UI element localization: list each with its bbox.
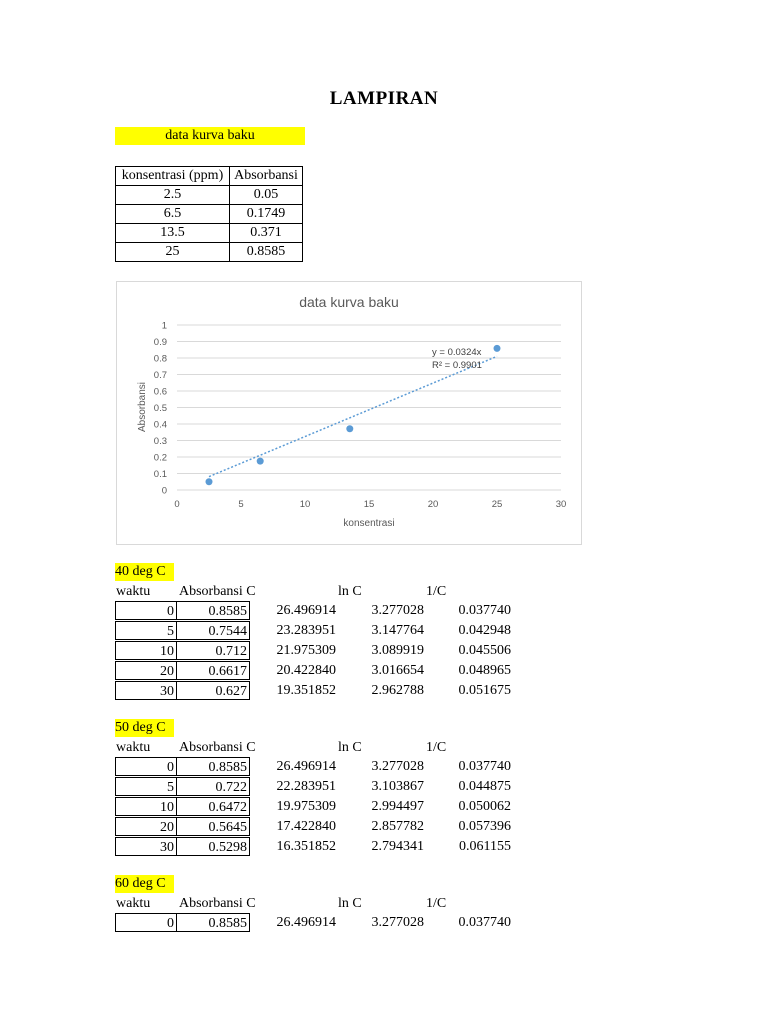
cell-inv-c: 0.050062 [458, 799, 511, 814]
column-header-absorbansi-text: Absorbansi [179, 896, 243, 911]
cell-waktu: 20 [115, 817, 177, 836]
cell-ln-c: 2.857782 [371, 819, 424, 834]
cell-absorbansi: 0.627 [176, 681, 250, 700]
cell-inv-c: 0.037740 [458, 915, 511, 930]
chart-point [494, 345, 501, 352]
cell-absorbansi: 0.722 [176, 777, 250, 796]
chart-y-tick-label: 0.6 [153, 386, 167, 398]
table-cell: 0.371 [230, 224, 303, 243]
cell-inv-c: 0.057396 [458, 819, 511, 834]
table-row [116, 205, 303, 224]
cell-inv-c: 0.048965 [458, 663, 511, 678]
cell-waktu: 5 [115, 621, 177, 640]
cell-waktu: 0 [115, 601, 177, 620]
table-header-cell: Absorbansi [230, 167, 303, 186]
cell-ln-c: 3.277028 [371, 603, 424, 618]
cell-inv-c: 0.037740 [458, 759, 511, 774]
cell-absorbansi: 0.5645 [176, 817, 250, 836]
column-header-invc: 1/C [426, 896, 447, 911]
table-cell: 25 [116, 243, 230, 262]
column-header-lnc: ln C [338, 896, 362, 911]
column-header-absorbansi [179, 583, 256, 601]
cell-waktu: 30 [115, 681, 177, 700]
column-header-lnc: ln C [338, 584, 362, 599]
cell-c: 20.422840 [276, 663, 336, 678]
cell-c: 22.283951 [276, 779, 336, 794]
cell-waktu: 0 [115, 757, 177, 776]
chart-x-tick-label: 30 [555, 499, 567, 510]
column-header-invc: 1/C [426, 584, 447, 599]
trendline-r2: R² = 0.9901 [432, 360, 482, 371]
table-cell: 2.5 [116, 186, 230, 205]
chart-y-axis-label: Absorbansi [137, 381, 148, 433]
column-header-absorbansi-text: Absorbansi [179, 740, 243, 755]
column-header-c: C [246, 740, 256, 755]
table-cell: 0.8585 [230, 243, 303, 262]
chart-svg [117, 282, 581, 544]
chart-y-tick-label: 0.5 [153, 403, 167, 414]
cell-ln-c: 2.994497 [371, 799, 424, 814]
cell-inv-c: 0.037740 [458, 603, 511, 618]
table-header-cell: konsentrasi (ppm) [116, 167, 230, 186]
column-header-absorbansi [179, 895, 256, 913]
chart-x-tick-label: 15 [363, 499, 375, 510]
table-cell: 0.1749 [230, 205, 303, 224]
cell-waktu: 5 [115, 777, 177, 796]
table-row [116, 243, 303, 262]
chart-y-tick-label: 0.2 [153, 452, 167, 464]
cell-c: 21.975309 [276, 643, 336, 658]
chart-point [206, 478, 213, 485]
column-header-absorbansi-text: Absorbansi [179, 584, 243, 599]
chart-y-tick-label: 0.1 [153, 469, 167, 480]
chart-x-tick-label: 20 [427, 499, 439, 510]
cell-c: 17.422840 [276, 819, 336, 834]
cell-inv-c: 0.042948 [458, 623, 511, 638]
kurva-baku-label: data kurva baku [115, 127, 305, 145]
column-header-lnc: ln C [338, 740, 362, 755]
chart-y-ticks [154, 321, 167, 497]
cell-ln-c: 3.277028 [371, 915, 424, 930]
cell-c: 19.351852 [276, 683, 336, 698]
cell-c: 16.351852 [276, 839, 336, 854]
column-header-waktu: waktu [116, 740, 151, 755]
chart-y-tick-label: 0.3 [153, 436, 167, 447]
cell-inv-c: 0.061155 [459, 839, 511, 854]
trendline-equation: y = 0.0324x [432, 347, 482, 358]
chart-x-axis-label: konsentrasi [343, 518, 395, 529]
cell-ln-c: 3.103867 [371, 779, 424, 794]
cell-absorbansi: 0.7544 [176, 621, 250, 640]
column-header-c: C [246, 584, 256, 599]
chart-x-tick-label: 0 [174, 499, 180, 510]
kurva-baku-table [115, 166, 303, 262]
kurva-baku-chart [116, 281, 582, 545]
chart-x-tick-label: 5 [238, 499, 244, 510]
cell-absorbansi: 0.8585 [176, 601, 250, 620]
cell-absorbansi: 0.5298 [176, 837, 250, 856]
column-header-c: C [246, 896, 256, 911]
chart-y-tick-label: 0.4 [153, 419, 167, 431]
cell-absorbansi: 0.6472 [176, 797, 250, 816]
table-header-row [116, 167, 303, 186]
section-label: 60 deg C [115, 875, 174, 893]
table-row [116, 224, 303, 243]
cell-absorbansi: 0.8585 [176, 757, 250, 776]
chart-y-tick-label: 0 [161, 485, 167, 497]
section-label: 50 deg C [115, 719, 174, 737]
cell-waktu: 10 [115, 797, 177, 816]
chart-x-tick-label: 25 [491, 499, 503, 510]
cell-inv-c: 0.045506 [458, 643, 511, 658]
table-cell: 0.05 [230, 186, 303, 205]
cell-c: 26.496914 [276, 759, 336, 774]
cell-c: 23.283951 [276, 623, 336, 638]
chart-x-tick-label: 10 [299, 499, 311, 510]
cell-inv-c: 0.051675 [458, 683, 511, 698]
table-cell: 6.5 [116, 205, 230, 224]
chart-y-tick-label: 1 [161, 320, 167, 332]
cell-waktu: 0 [115, 913, 177, 932]
cell-absorbansi: 0.8585 [176, 913, 250, 932]
table-row [116, 186, 303, 205]
column-header-absorbansi [179, 739, 256, 757]
cell-ln-c: 3.277028 [371, 759, 424, 774]
cell-ln-c: 3.147764 [371, 623, 424, 638]
chart-x-ticks [174, 499, 566, 510]
cell-waktu: 20 [115, 661, 177, 680]
chart-y-tick-label: 0.8 [153, 353, 167, 365]
chart-title: data kurva baku [299, 294, 399, 310]
chart-point [257, 458, 264, 465]
column-header-waktu: waktu [116, 896, 151, 911]
chart-point [346, 425, 353, 432]
cell-c: 26.496914 [276, 915, 336, 930]
cell-ln-c: 3.016654 [371, 663, 424, 678]
cell-c: 26.496914 [276, 603, 336, 618]
cell-waktu: 10 [115, 641, 177, 660]
cell-absorbansi: 0.712 [176, 641, 250, 660]
page-title: LAMPIRAN [329, 88, 439, 109]
column-header-invc: 1/C [426, 740, 447, 755]
table-cell: 13.5 [116, 224, 230, 243]
cell-waktu: 30 [115, 837, 177, 856]
cell-inv-c: 0.044875 [458, 779, 511, 794]
section-label: 40 deg C [115, 563, 174, 581]
column-header-waktu: waktu [116, 584, 151, 599]
cell-ln-c: 2.794341 [371, 839, 424, 854]
chart-y-tick-label: 0.9 [153, 337, 167, 348]
cell-absorbansi: 0.6617 [176, 661, 250, 680]
cell-ln-c: 2.962788 [371, 683, 424, 698]
cell-ln-c: 3.089919 [371, 643, 424, 658]
chart-y-tick-label: 0.7 [153, 370, 167, 381]
cell-c: 19.975309 [276, 799, 336, 814]
